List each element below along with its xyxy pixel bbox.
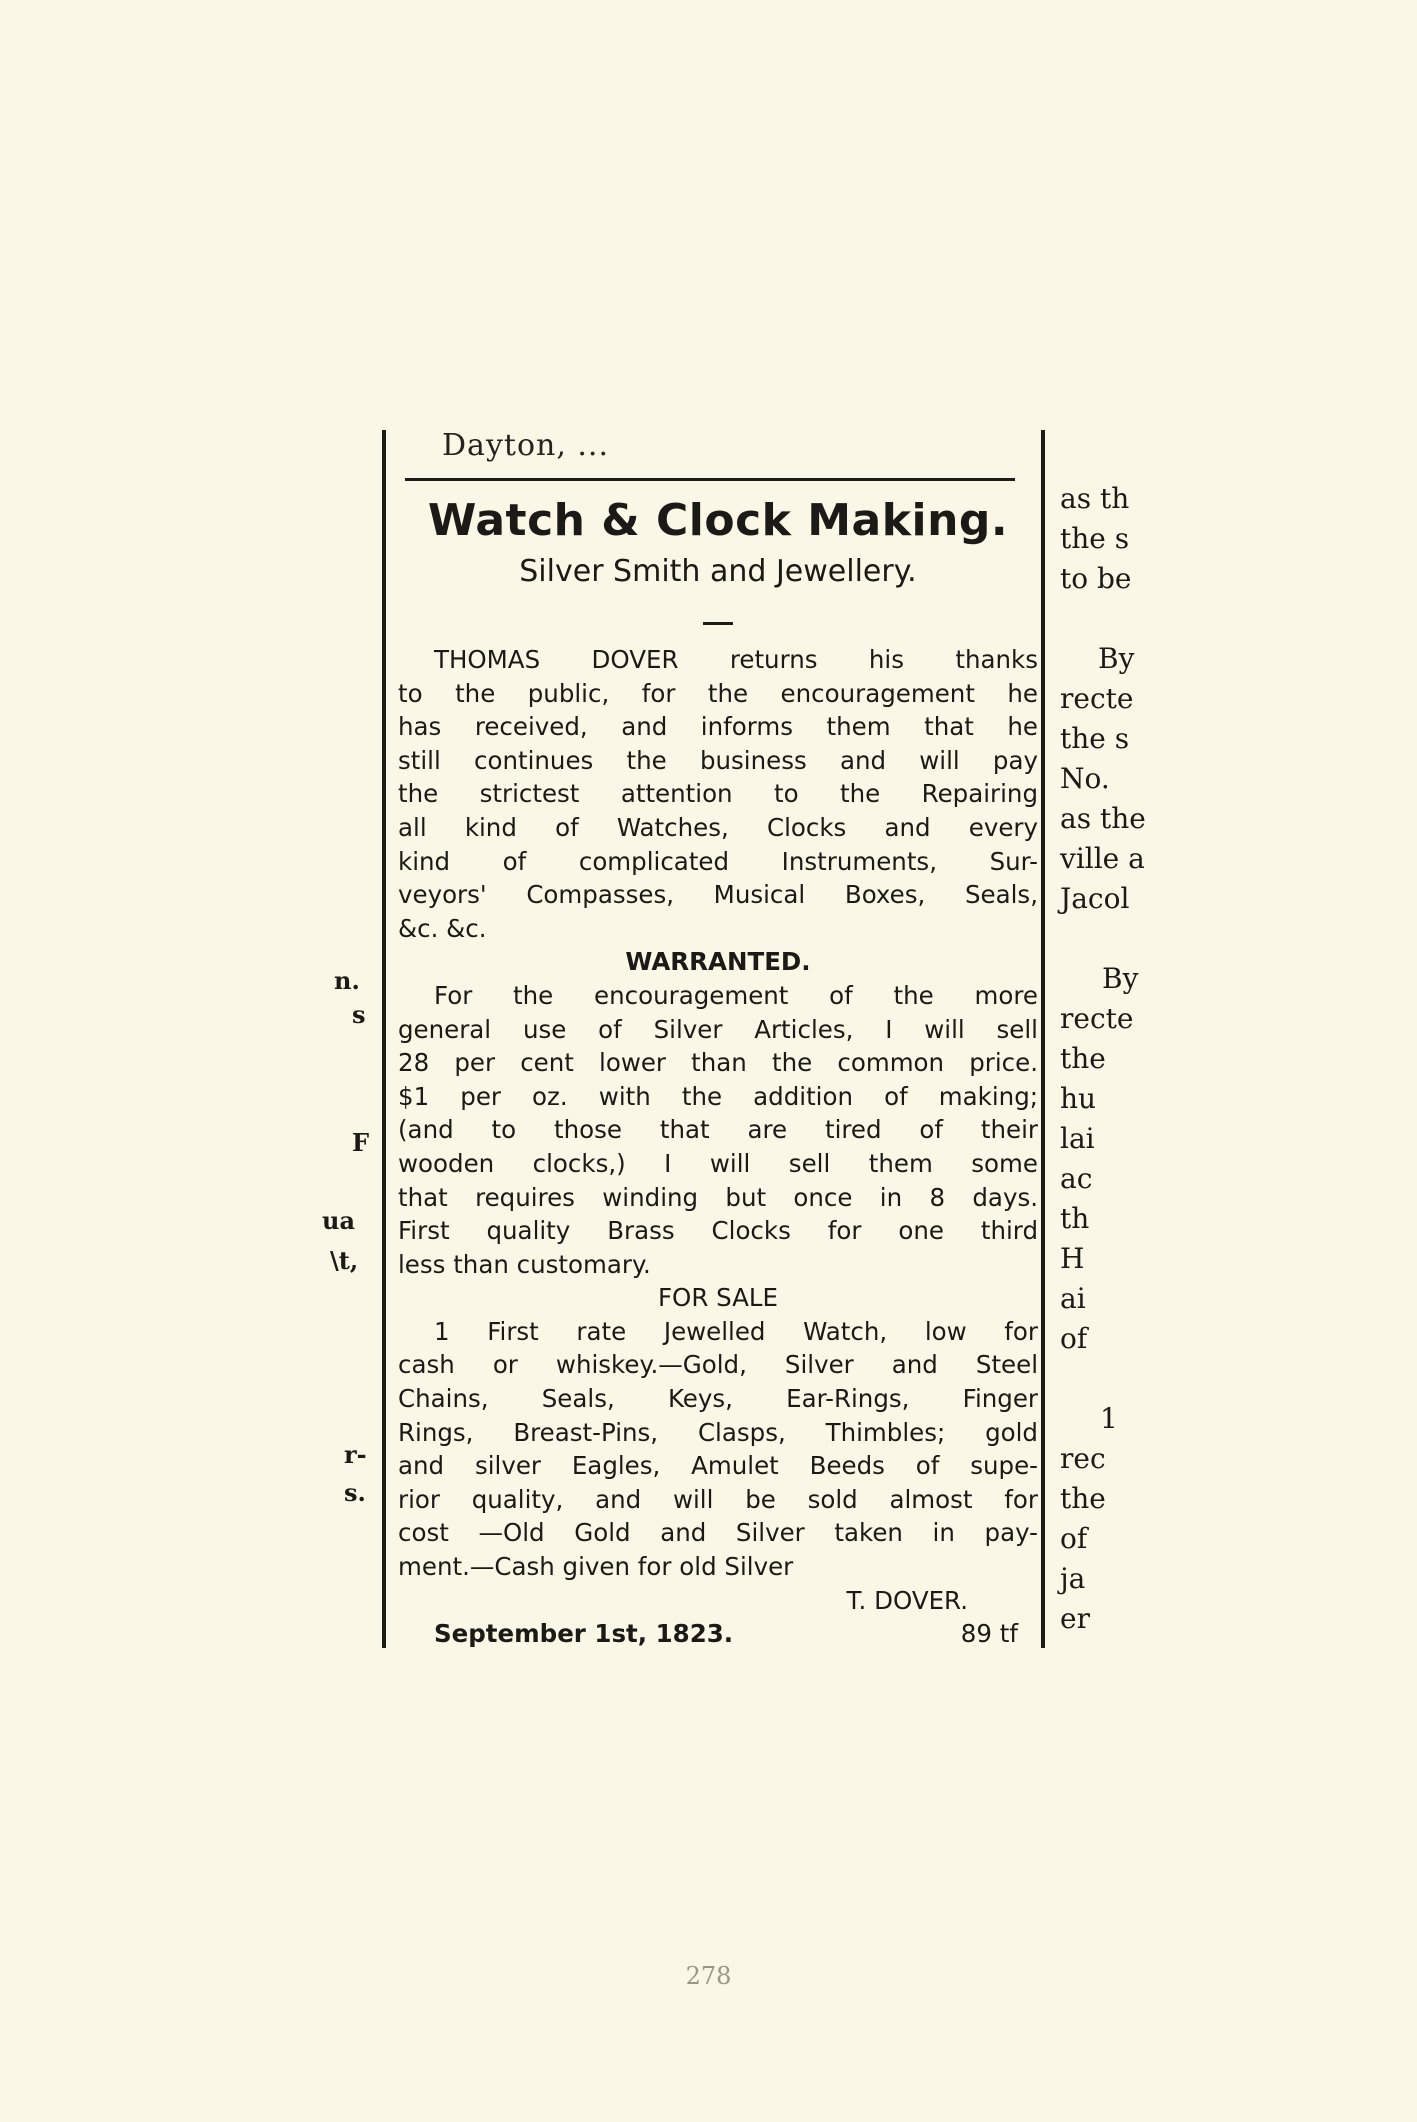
right-fragment: By [1102,962,1139,995]
right-fragment: ja [1060,1562,1086,1595]
left-fragment: s. [344,1478,366,1507]
ad-paragraph-3 [398,1315,1038,1584]
ad-line: $1 per oz. with the addition of making; [398,1081,1038,1111]
warranted-heading: WARRANTED. [625,947,811,977]
right-fragment: By [1098,642,1135,675]
left-fragment: \t, [330,1246,359,1275]
right-fragment: the [1060,1042,1106,1075]
left-fragment: ua [322,1206,355,1235]
ad-line: less than customary. [398,1249,651,1279]
ad-date: September 1st, 1823. [434,1619,734,1649]
right-fragment: ai [1060,1282,1086,1315]
right-fragment: the s [1060,522,1130,555]
ad-line: 1 First rate Jewelled Watch, low for [434,1316,1038,1346]
short-divider [703,622,733,625]
right-fragment: er [1060,1602,1090,1635]
right-fragment: as th [1060,482,1130,515]
right-fragment: H [1060,1242,1085,1275]
left-fragment: r- [344,1440,367,1469]
ad-line: Rings, Breast-Pins, Clasps, Thimbles; gold [398,1417,1038,1447]
top-rule [405,478,1015,481]
ad-subheadline: Silver Smith and Jewellery. [519,554,917,589]
ad-line: the strictest attention to the Repairing [398,779,1038,809]
right-fragment: rec [1060,1442,1106,1475]
ad-line: to the public, for the encouragement he [398,678,1038,708]
ad-line: THOMAS DOVER returns his thanks [434,645,1038,674]
right-fragment: as the [1060,802,1146,835]
advertisement [398,492,1038,1651]
right-fragment: the s [1060,722,1130,755]
ad-line: ment.—Cash given for old Silver [398,1552,794,1582]
ad-paragraph-2 [398,979,1038,1281]
right-fragment: recte [1060,1002,1134,1035]
ad-line: all kind of Watches, Clocks and every [398,812,1038,842]
left-fragment: n. [334,966,360,995]
right-column-rule [1041,430,1045,1648]
ad-line: and silver Eagles, Amulet Beeds of supe- [398,1451,1038,1481]
ad-code: 89 tf [960,1619,1018,1649]
for-sale-heading: FOR SALE [657,1283,779,1313]
left-column-rule [382,430,386,1648]
ad-line: still continues the business and will pay [398,745,1038,775]
ad-line: kind of complicated Instruments, Sur- [398,846,1038,876]
right-fragment: recte [1060,682,1134,715]
right-fragment: Jacol [1060,882,1130,915]
ad-line: 28 per cent lower than the common price. [398,1048,1038,1078]
ad-line: cash or whiskey.—Gold, Silver and Steel [398,1350,1038,1380]
ad-line: wooden clocks,) I will sell them some [398,1148,1038,1178]
ad-line: First quality Brass Clocks for one third [398,1216,1038,1246]
right-fragment: to be [1060,562,1132,595]
right-fragment: the [1060,1482,1106,1515]
ad-line: rior quality, and will be sold almost for [398,1484,1038,1514]
ad-line: (and to those that are tired of their [398,1115,1038,1145]
ad-signature: T. DOVER. [846,1585,968,1615]
right-fragment: ac [1060,1162,1093,1195]
ad-line: Chains, Seals, Keys, Ear-Rings, Finger [398,1384,1038,1414]
ad-line: general use of Silver Articles, I will sell [398,1014,1038,1044]
page-number: 278 [685,1962,732,1990]
right-fragment: hu [1060,1082,1097,1115]
ad-line: veyors' Compasses, Musical Boxes, Seals, [398,880,1038,910]
right-fragment: 1 [1100,1402,1118,1435]
ad-paragraph-1 [398,643,1038,945]
left-fragment: s [352,1000,366,1029]
ad-line: For the encouragement of the more [434,980,1038,1010]
ad-line: &c. &c. [398,913,487,943]
right-fragment: of [1060,1322,1088,1355]
ad-line: has received, and informs them that he [398,712,1038,742]
right-fragment: lai [1060,1122,1095,1155]
right-fragment: of [1060,1522,1088,1555]
ad-dateline [398,1617,1038,1651]
ad-line: that requires winding but once in 8 days. [398,1182,1038,1212]
ad-headline: Watch & Clock Making. [427,495,1009,546]
masthead-fragment: Dayton, ... [442,428,610,463]
ad-line: cost —Old Gold and Silver taken in pay- [398,1518,1038,1548]
right-fragment: th [1060,1202,1090,1235]
right-fragment: No. [1060,762,1110,795]
left-fragment: F [352,1128,370,1157]
right-fragment: ville a [1060,842,1145,875]
